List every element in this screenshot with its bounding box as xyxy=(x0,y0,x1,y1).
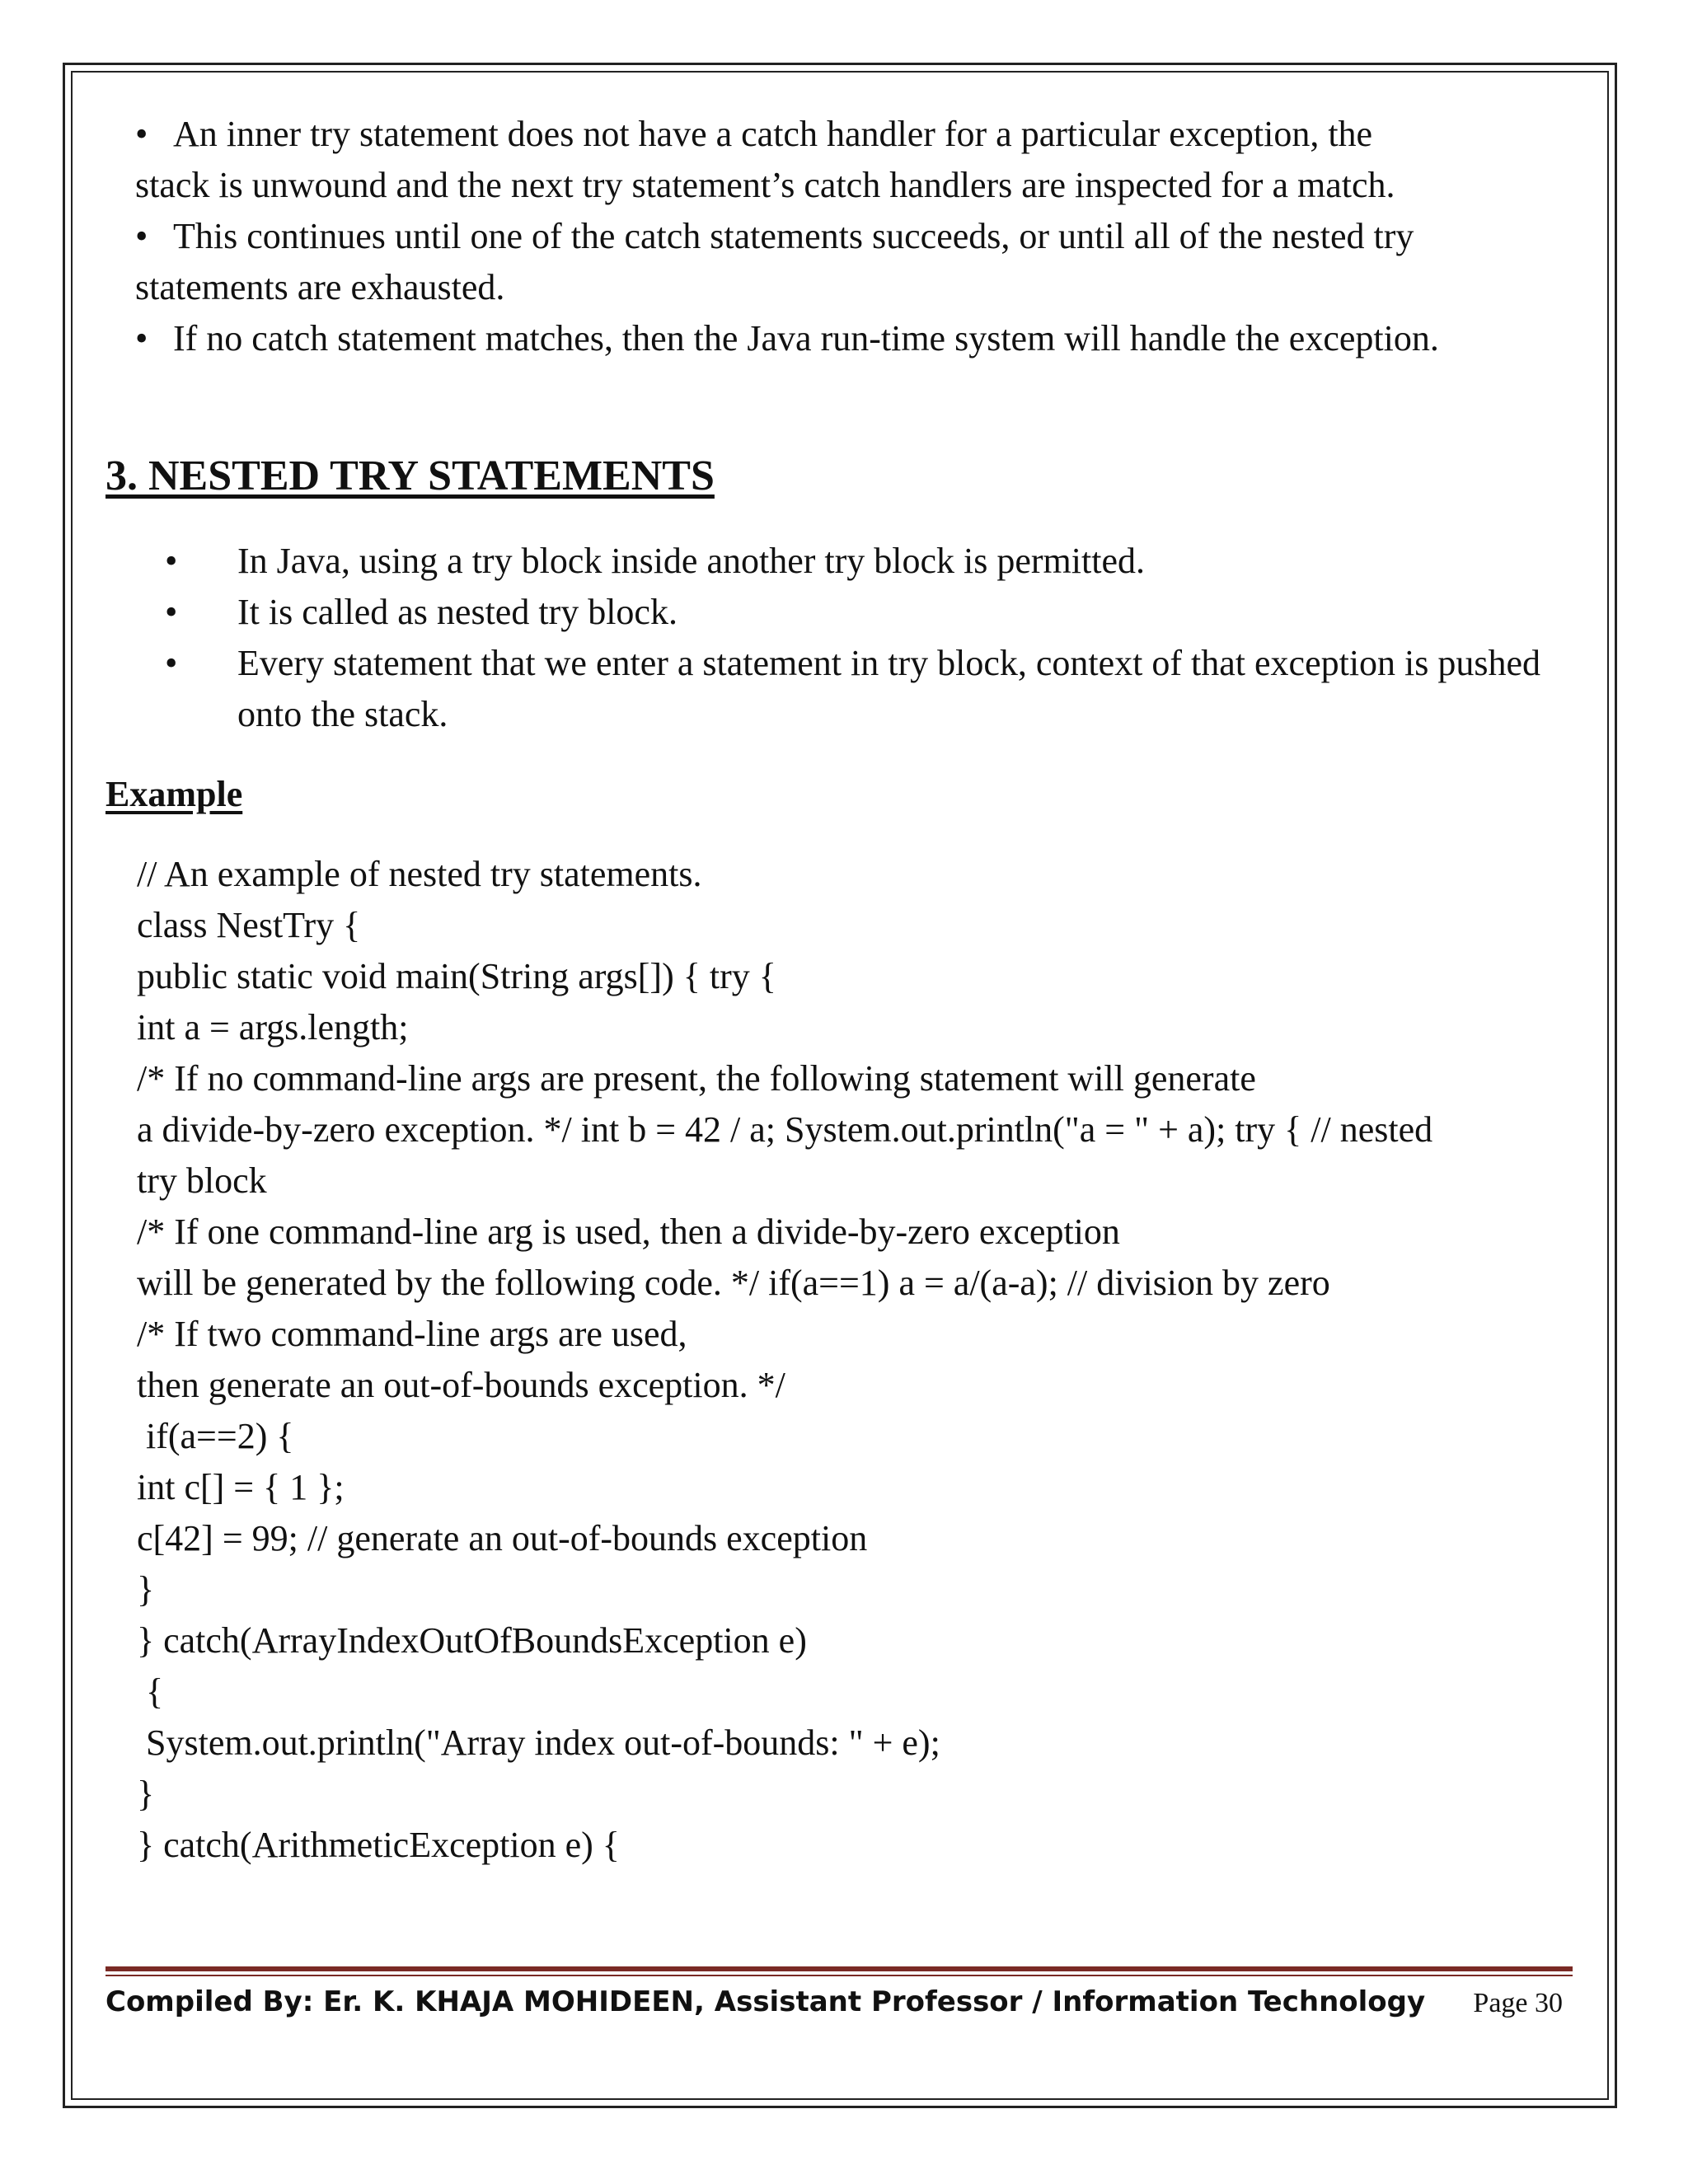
code-line: System.out.println("Array index out-of-bounds: " + e); xyxy=(137,1722,940,1763)
code-line: will be generated by the following code. */ if(a==1) a = a/(a-a); // division by zero xyxy=(137,1263,1330,1303)
code-block xyxy=(137,849,1571,1871)
intro-bullet-1: • An inner try statement does not have a catch handler for a particular exception, the xyxy=(135,114,1373,154)
intro-bullet-1-cont: stack is unwound and the next try statement’s catch handlers are inspected for a match. xyxy=(135,165,1395,205)
code-line: } xyxy=(137,1774,155,1814)
code-line: int c[] = { 1 }; xyxy=(137,1467,345,1507)
section-bullets xyxy=(165,536,1550,740)
code-line: { xyxy=(137,1671,164,1712)
code-line: a divide-by-zero exception. */ int b = 42 / a; System.out.println("a = " + a); try { // nested xyxy=(137,1109,1433,1150)
section-bullet-3: • Every statement that we enter a statement in try block, context of that exception is pushed onto the stack. xyxy=(165,643,1541,734)
code-line: public static void main(String args[]) { try { xyxy=(137,956,776,996)
code-line: /* If two command-line args are used, xyxy=(137,1314,687,1354)
code-line: c[42] = 99; // generate an out-of-bounds exception xyxy=(137,1518,868,1558)
code-line: /* If one command-line arg is used, then a divide-by-zero exception xyxy=(137,1212,1120,1252)
example-label: Example xyxy=(106,774,243,814)
code-line: then generate an out-of-bounds exception. */ xyxy=(137,1365,785,1405)
page-number: Page 30 xyxy=(1473,1988,1563,2018)
code-line: } xyxy=(137,1569,155,1610)
intro-bullets xyxy=(106,109,1573,364)
code-line: // An example of nested try statements. xyxy=(137,854,702,894)
section-heading: 3. NESTED TRY STATEMENTS xyxy=(106,452,715,499)
code-line: /* If no command-line args are present, the following statement will generate xyxy=(137,1058,1256,1099)
code-line: } catch(ArrayIndexOutOfBoundsException e) xyxy=(137,1620,807,1661)
code-line: class NestTry { xyxy=(137,905,361,945)
footer-rule-thin xyxy=(106,1975,1573,1976)
intro-bullet-2-cont: statements are exhausted. xyxy=(135,267,505,307)
code-line: if(a==2) { xyxy=(137,1416,294,1456)
section-bullet-2: • It is called as nested try block. xyxy=(165,592,678,632)
code-line: try block xyxy=(137,1160,267,1201)
footer-credit: Compiled By: Er. K. KHAJA MOHIDEEN, Assistant Professor / Information Technology xyxy=(106,1985,1426,2018)
footer-rule-thick xyxy=(106,1966,1573,1971)
code-line: } catch(ArithmeticException e) { xyxy=(137,1825,620,1865)
section-bullet-1: • In Java, using a try block inside another try block is permitted. xyxy=(165,541,1145,581)
intro-bullet-2: • This continues until one of the catch statements succeeds, or until all of the nested try xyxy=(135,216,1414,256)
intro-bullet-3: • If no catch statement matches, then the Java run-time system will handle the exception. xyxy=(135,318,1439,359)
code-line: int a = args.length; xyxy=(137,1007,409,1047)
